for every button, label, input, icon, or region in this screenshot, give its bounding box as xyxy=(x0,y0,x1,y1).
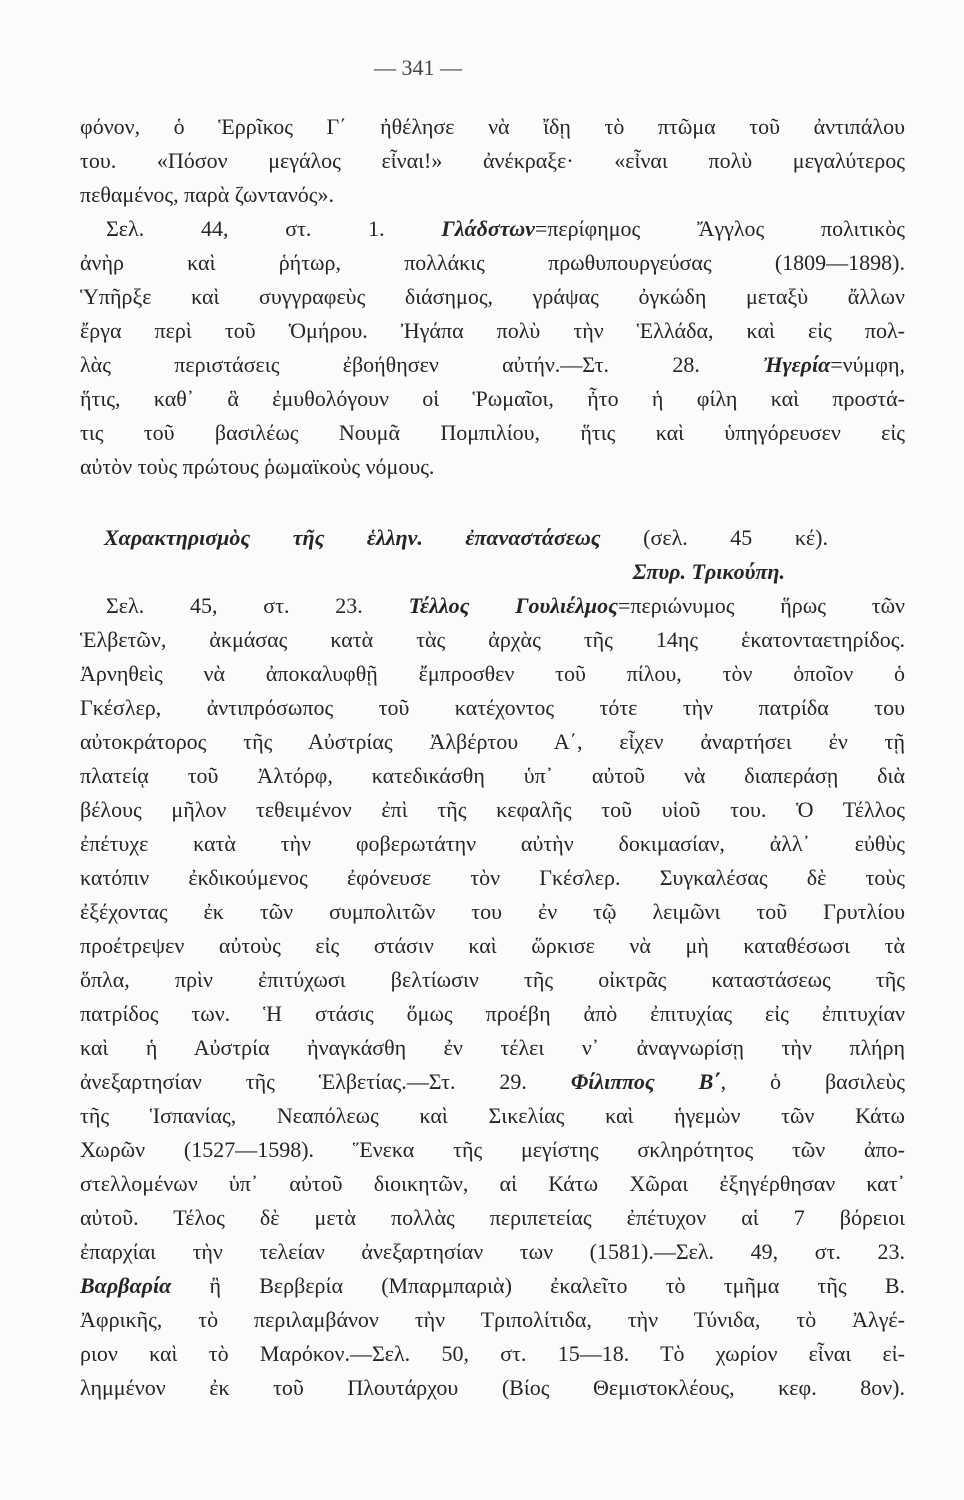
text-line: ἐπέτυχε κατὰ τὴν φοβερωτάτην αὐτὴν δοκιμασίαν, ἀλλ᾽ εὐθὺς xyxy=(80,831,905,856)
text-line: πατρίδος των. Ἡ στάσις ὅμως προέβη ἀπὸ ἐπιτυχίας εἰς ἐπιτυχίαν xyxy=(80,1001,905,1026)
text-line: ἐπαρχίαι τὴν τελείαν ἀνεξαρτησίαν των (1581).—Σελ. 49, στ. 23. xyxy=(80,1239,905,1264)
text-line: φόνον, ὁ Ἑρρῖκος Γ΄ ἠθέλησε νὰ ἴδῃ τὸ πτῶμα τοῦ ἀντιπάλου xyxy=(80,114,905,139)
section-heading-title: Χαρακτηρισμὸς τῆς ἑλλην. ἐπαναστάσεως xyxy=(104,525,601,550)
text-line: αὐτοκράτορος τῆς Αὐστρίας Ἀλβέρτου Α΄, εἶχεν ἀναρτήσει ἐν τῇ xyxy=(80,729,905,754)
text-line: πεθαμένος, παρὰ ζωντανός». xyxy=(80,182,335,207)
text-line: Ἀρνηθεὶς νὰ ἀποκαλυφθῇ ἔμπροσθεν τοῦ πίλου, τὸν ὁποῖον ὁ xyxy=(80,661,905,686)
text-line: καὶ ἡ Αὐστρία ἠναγκάσθη ἐν τέλει ν᾽ ἀναγνωρίσῃ τὴν πλήρη xyxy=(80,1035,905,1060)
text-line xyxy=(80,589,905,623)
text-segment: ἀνεξαρτησίαν τῆς Ἑλβετίας.—Στ. 29. xyxy=(80,1069,571,1094)
text-segment: =περίφημος Ἄγγλος πολιτικὸς xyxy=(534,216,905,241)
text-segment: , ὁ βασιλεὺς xyxy=(720,1069,905,1094)
text-segment: λὰς περιστάσεις ἐβοήθησεν αὐτήν.—Στ. 28. xyxy=(80,352,764,377)
text-line: κατόπιν ἐκδικούμενος ἐφόνευσε τὸν Γκέσλερ. Συγκαλέσας δὲ τοὺς xyxy=(80,865,905,890)
term-gladstone: Γλάδστων xyxy=(441,216,535,241)
text-line: αὐτοῦ. Τέλος δὲ μετὰ πολλὰς περιπετείας ἐπέτυχον αἱ 7 βόρειοι xyxy=(80,1205,905,1230)
text-line: ριον καὶ τὸ Μαρόκον.—Σελ. 50, στ. 15—18. Τὸ χωρίον εἶναι εἰ- xyxy=(80,1341,905,1366)
section-heading xyxy=(80,521,905,555)
text-line: αὐτὸν τοὺς πρώτους ῥωμαϊκοὺς νόμους. xyxy=(80,454,435,479)
text-line: ἥτις, καθ᾽ ἃ ἐμυθολόγουν οἱ Ῥωμαῖοι, ἦτο ἡ φίλη καὶ προστά- xyxy=(80,386,905,411)
text-line: Γκέσλερ, ἀντιπρόσωπος τοῦ κατέχοντος τότε τὴν πατρίδα του xyxy=(80,695,905,720)
text-segment: Σελ. 44, στ. 1. xyxy=(106,216,442,241)
text-line: Ἑλβετῶν, ἀκμάσας κατὰ τὰς ἀρχὰς τῆς 14ης ἑκατονταετηρίδος. xyxy=(80,627,905,652)
term-philip-ii: Φίλιππος Β΄ xyxy=(570,1069,721,1094)
page-number: — 341 — xyxy=(374,55,462,80)
text-line: Ἀφρικῆς, τὸ περιλαμβάνον τὴν Τριπολίτιδα, τὴν Τύνιδα, τὸ Ἀλγέ- xyxy=(80,1307,905,1332)
text-segment: =περιώνυμος ἥρως τῶν xyxy=(617,593,905,618)
text-line: ἐξέχοντας ἐκ τῶν συμπολιτῶν του ἐν τῷ λειμῶνι τοῦ Γρυτλίου xyxy=(80,899,905,924)
text-line: Χωρῶν (1527—1598). Ἕνεκα τῆς μεγίστης σκληρότητος τῶν ἀπο- xyxy=(80,1137,905,1162)
text-line: του. «Πόσον μεγάλος εἶναι!» ἀνέκραξε· «εἶναι πολὺ μεγαλύτερος xyxy=(80,148,905,173)
text-line: λημμένον ἐκ τοῦ Πλουτάρχου (Βίος Θεμιστοκλέους, κεφ. 8ον). xyxy=(80,1375,905,1400)
text-line xyxy=(80,1065,905,1099)
text-line: Ὑπῆρξε καὶ συγγραφεὺς διάσημος, γράψας ὀγκώδη μεταξὺ ἄλλων xyxy=(80,284,905,309)
term-barbary: Βαρβαρία xyxy=(80,1273,172,1298)
text-line: τις τοῦ βασιλέως Νουμᾶ Πομπιλίου, ἥτις καὶ ὑπηγόρευσεν εἰς xyxy=(80,420,905,445)
term-william-tell: Τέλλος Γουλιέλμος xyxy=(408,593,618,618)
text-segment: Σελ. 45, στ. 23. xyxy=(106,593,409,618)
text-line: στελλομένων ὑπ᾽ αὐτοῦ διοικητῶν, αἱ Κάτω Χῶραι ἐξηγέρθησαν κατ᾽ xyxy=(80,1171,905,1196)
page-text-body xyxy=(80,110,905,1405)
text-line xyxy=(80,212,905,246)
section-heading-reference: (σελ. 45 κέ). xyxy=(600,525,828,550)
text-line: βέλους μῆλον τεθειμένον ἐπὶ τῆς κεφαλῆς τοῦ υἱοῦ του. Ὁ Τέλλος xyxy=(80,797,905,822)
text-line: τῆς Ἱσπανίας, Νεαπόλεως καὶ Σικελίας καὶ ἡγεμὼν τῶν Κάτω xyxy=(80,1103,905,1128)
text-line: ὅπλα, πρὶν ἐπιτύχωσι βελτίωσιν τῆς οἰκτρᾶς καταστάσεως τῆς xyxy=(80,967,905,992)
author-signature: Σπυρ. Τρικούπη. xyxy=(632,559,785,584)
text-line xyxy=(80,1269,905,1303)
text-line: προέτρεψεν αὐτοὺς εἰς στάσιν καὶ ὥρκισε νὰ μὴ καταθέσωσι τὰ xyxy=(80,933,905,958)
text-line xyxy=(80,348,905,382)
text-line: ἀνὴρ καὶ ῥήτωρ, πολλάκις πρωθυπουργεύσας (1809—1898). xyxy=(80,250,905,275)
text-line: ἔργα περὶ τοῦ Ὁμήρου. Ἠγάπα πολὺ τὴν Ἑλλάδα, καὶ εἰς πολ- xyxy=(80,318,905,343)
text-segment: =νύμφη, xyxy=(830,352,905,377)
term-egeria: Ἠγερία xyxy=(763,352,831,377)
text-line: πλατείᾳ τοῦ Ἀλτόρφ, κατεδικάσθη ὑπ᾽ αὐτοῦ νὰ διαπεράσῃ διὰ xyxy=(80,763,905,788)
text-segment: ἢ Βερβερία (Μπαρμπαριὰ) ἐκαλεῖτο τὸ τμῆμα τῆς Β. xyxy=(171,1273,905,1298)
